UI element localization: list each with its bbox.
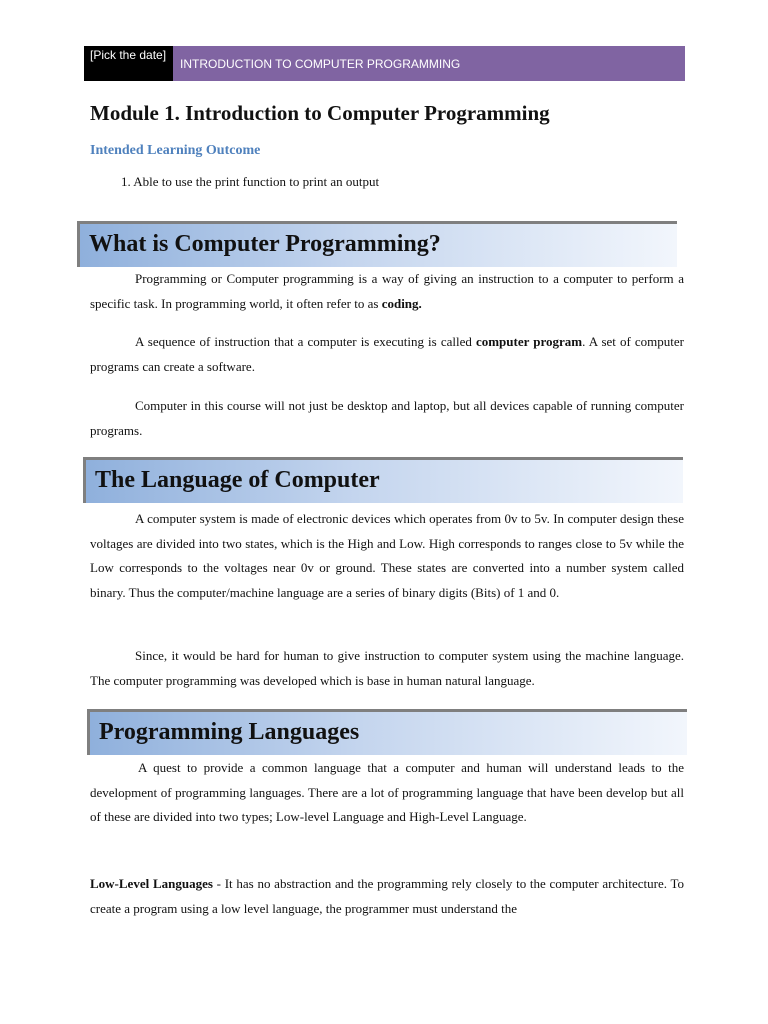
paragraph-low-level — [90, 872, 684, 921]
paragraph-text: - It has no abstraction and the programming rely closely to the computer architecture. To create a program using a low level language, the programmer must understand the — [90, 876, 684, 916]
learning-outcome-heading: Intended Learning Outcome — [90, 143, 261, 158]
paragraph-devices: Computer in this course will not just be desktop and laptop, but all devices capable of running computer programs. — [90, 398, 684, 438]
header-doc-title: INTRODUCTION TO COMPUTER PROGRAMMING — [173, 46, 685, 81]
learning-outcome-item: 1. Able to use the print function to print an output — [121, 174, 380, 189]
paragraph-computer-program — [90, 330, 684, 379]
module-title: Module 1. Introduction to Computer Programming — [90, 101, 550, 125]
document-header — [84, 46, 685, 81]
paragraph-binary: A computer system is made of electronic devices which operates from 0v to 5v. In computer design these voltages are divided into two states, which is the High and Low. High corresponds to ranges close to 5v while the Low corresponds to the voltages near 0v or ground. These states are converted into a number system called binary. Thus the computer/machine language are a series of binary digits (Bits) of 1 and 0. — [90, 511, 684, 600]
section-heading-what-is-programming: What is Computer Programming? — [77, 221, 677, 267]
paragraph-natural-language: Since, it would be hard for human to give instruction to computer system using the machine language. The computer programming was developed which is base in human natural language. — [90, 648, 684, 688]
section-heading-language-of-computer: The Language of Computer — [83, 457, 683, 503]
paragraph-text: A sequence of instruction that a computer is executing is called — [135, 334, 476, 349]
paragraph-language-types: A quest to provide a common language that a computer and human will understand leads to the development of programming languages. There are a lot of programming language that have been develop but all of these are divided into two types; Low-level Language and High-Level Language. — [90, 760, 684, 824]
term-coding: coding. — [381, 295, 422, 311]
paragraph-programming-definition — [90, 267, 684, 316]
term-computer-program: computer program — [475, 334, 583, 349]
term-low-level-languages: Low-Level Languages — [90, 876, 213, 891]
paragraph-text: Programming or Computer programming is a way of giving an instruction to a computer to perform a specific task. In programming world, it often refer to as — [90, 271, 684, 311]
paragraph-text: . A set of computer programs can create a software. — [90, 334, 684, 374]
date-placeholder[interactable]: [Pick the date] — [84, 46, 173, 81]
section-heading-programming-languages: Programming Languages — [87, 709, 687, 755]
